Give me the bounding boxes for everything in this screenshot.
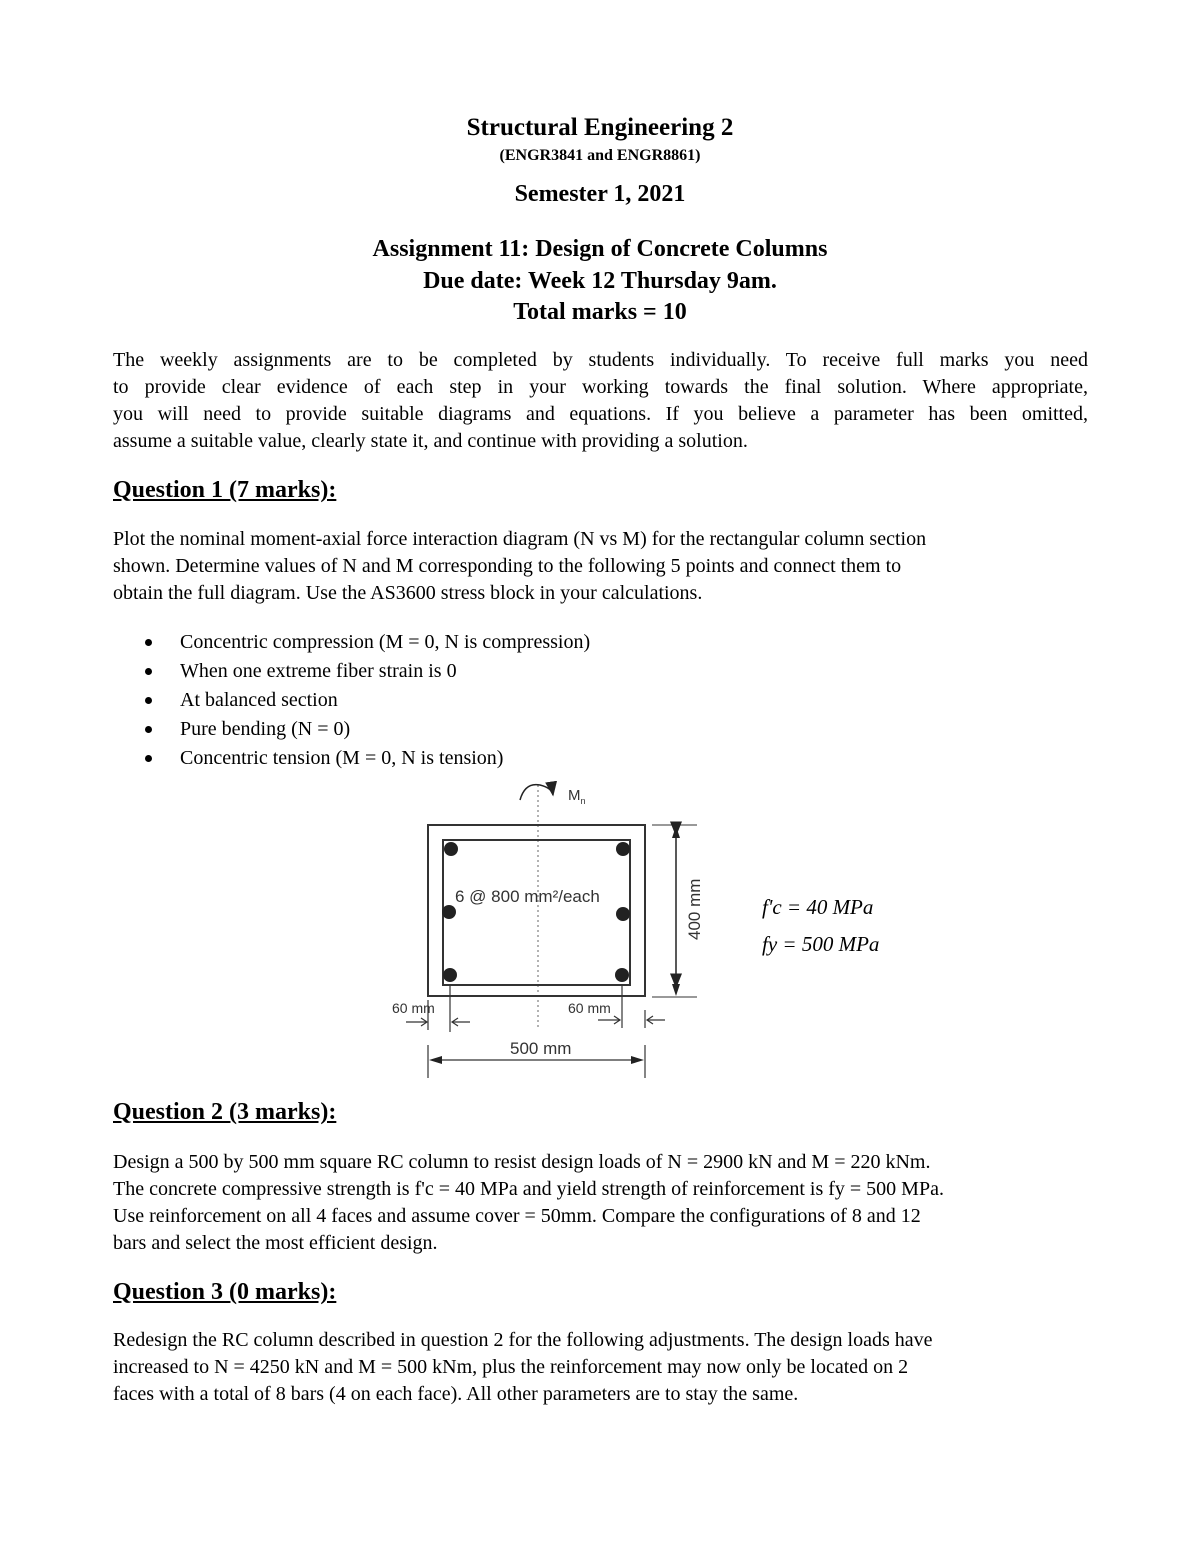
question-3-heading: Question 3 (0 marks): <box>113 1279 337 1305</box>
course-title: Structural Engineering 2 <box>466 114 734 141</box>
width-label: 500 mm <box>510 1039 572 1058</box>
text-line: shown. Determine values of N and M corresponding to the following 5 points and connect them to <box>113 555 902 577</box>
question-1-heading: Question 1 (7 marks): <box>113 477 337 503</box>
concrete-strength: f'c = 40 MPa <box>762 895 874 919</box>
text-line: obtain the full diagram. Use the AS3600 stress block in your calculations. <box>113 582 703 604</box>
bullet-item: Concentric tension (M = 0, N is tension) <box>145 744 590 773</box>
text-line: assume a suitable value, clearly state it, and continue with providing a solution. <box>113 430 748 452</box>
moment-label: $M_n$ <box>568 787 586 806</box>
column-outline <box>428 825 645 996</box>
question-3-text <box>113 1327 1088 1408</box>
text-line: Use reinforcement on all 4 faces and assume cover = 50mm. Compare the configurations of 8 and 12 <box>113 1205 921 1227</box>
text-line: Design a 500 by 500 mm square RC column to resist design loads of N = 2900 kN and M = 220 kNm. <box>113 1151 931 1173</box>
due-date: Due date: Week 12 Thursday 9am. <box>423 268 777 294</box>
course-codes: (ENGR3841 and ENGR8861) <box>499 147 701 164</box>
text-line: The concrete compressive strength is f'c = 40 MPa and yield strength of reinforcement is fy = 500 MPa. <box>113 1178 944 1200</box>
text-line: bars and select the most efficient design. <box>113 1232 438 1254</box>
text-line: to provide clear evidence of each step in your working towards the final solution. Where appropriate, <box>113 376 1088 398</box>
rebar-label: 6 @ 800 mm²/each <box>455 887 600 906</box>
bullet-item: When one extreme fiber strain is 0 <box>145 657 590 686</box>
semester: Semester 1, 2021 <box>514 181 686 207</box>
cover-left-label: 60 mm <box>392 1000 435 1016</box>
cover-right-label: 60 mm <box>568 1000 611 1016</box>
bullet-item: At balanced section <box>145 686 590 715</box>
moment-arrow-icon <box>520 785 553 800</box>
text-line: The weekly assignments are to be completed by students individually. To receive full marks you need <box>113 349 1088 371</box>
stirrup <box>443 840 630 985</box>
bullet-item: Concentric compression (M = 0, N is compression) <box>145 628 590 657</box>
total-marks: Total marks = 10 <box>513 299 687 325</box>
question-2-heading: Question 2 (3 marks): <box>113 1099 337 1125</box>
text-line: increased to N = 4250 kN and M = 500 kNm, plus the reinforcement may now only be located on 2 <box>113 1356 909 1378</box>
text-line: faces with a total of 8 bars (4 on each face). All other parameters are to stay the same. <box>113 1383 799 1405</box>
bullet-item: Pure bending (N = 0) <box>145 715 590 744</box>
steel-yield-strength: fy = 500 MPa <box>762 932 880 956</box>
question-2-text <box>113 1149 1088 1257</box>
assignment-title: Assignment 11: Design of Concrete Columns <box>372 236 828 262</box>
text-line: Redesign the RC column described in question 2 for the following adjustments. The design loads have <box>113 1329 933 1351</box>
rebars <box>442 842 630 982</box>
height-label: 400 mm <box>685 878 704 940</box>
text-line: Plot the nominal moment-axial force interaction diagram (N vs M) for the rectangular column section <box>113 528 927 550</box>
text-line: you will need to provide suitable diagrams and equations. If you believe a parameter has been omitted, <box>113 403 1088 425</box>
